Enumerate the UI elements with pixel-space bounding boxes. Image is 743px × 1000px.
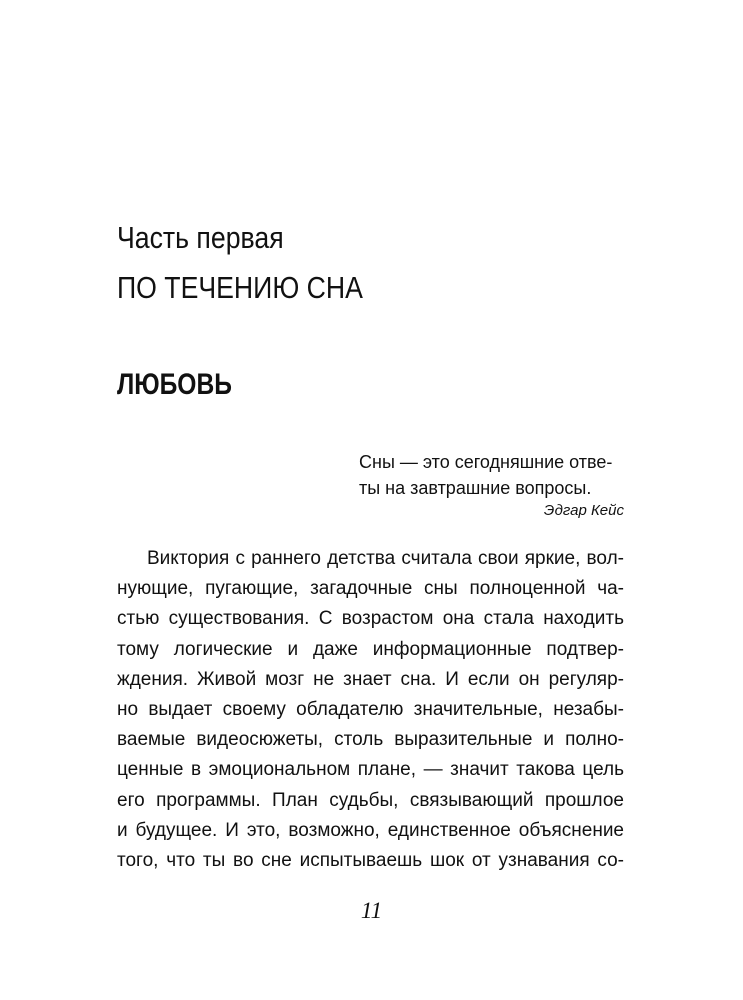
epigraph-line: ты на завтрашние вопросы. (359, 478, 592, 498)
body-line: и будущее. И это, возможно, единственное объяснение (117, 819, 624, 841)
epigraph-author: Эдгар Кейс (543, 502, 624, 519)
body-line: того, что ты во сне испытываешь шок от узнавания со- (117, 849, 624, 871)
body-paragraph (117, 544, 624, 876)
page-number: 11 (360, 898, 383, 923)
body-line: но выдает своему обладателю значительные, незабы- (117, 698, 624, 720)
part-label: Часть первая (117, 220, 284, 255)
body-line: ценные в эмоциональном плане, — значит такова цель (117, 759, 624, 781)
body-line: ждения. Живой мозг не знает сна. И если он регуляр- (117, 668, 624, 690)
body-line: стью существования. С возрастом она стала находить (117, 608, 624, 630)
body-line: тому логические и даже информационные подтвер- (117, 638, 624, 660)
chapter-title: ЛЮБОВЬ (117, 368, 232, 401)
part-title: ПО ТЕЧЕНИЮ СНА (117, 270, 363, 305)
epigraph (359, 449, 626, 501)
body-line: нующие, пугающие, загадочные сны полноценной ча- (117, 578, 624, 600)
body-line: его программы. План судьбы, связывающий прошлое (117, 789, 624, 811)
epigraph-line: Сны — это сегодняшние отве- (359, 452, 613, 472)
body-line: ваемые видеосюжеты, столь выразительные и полно- (117, 729, 624, 751)
body-line: Виктория с раннего детства считала свои яркие, вол- (147, 548, 624, 569)
